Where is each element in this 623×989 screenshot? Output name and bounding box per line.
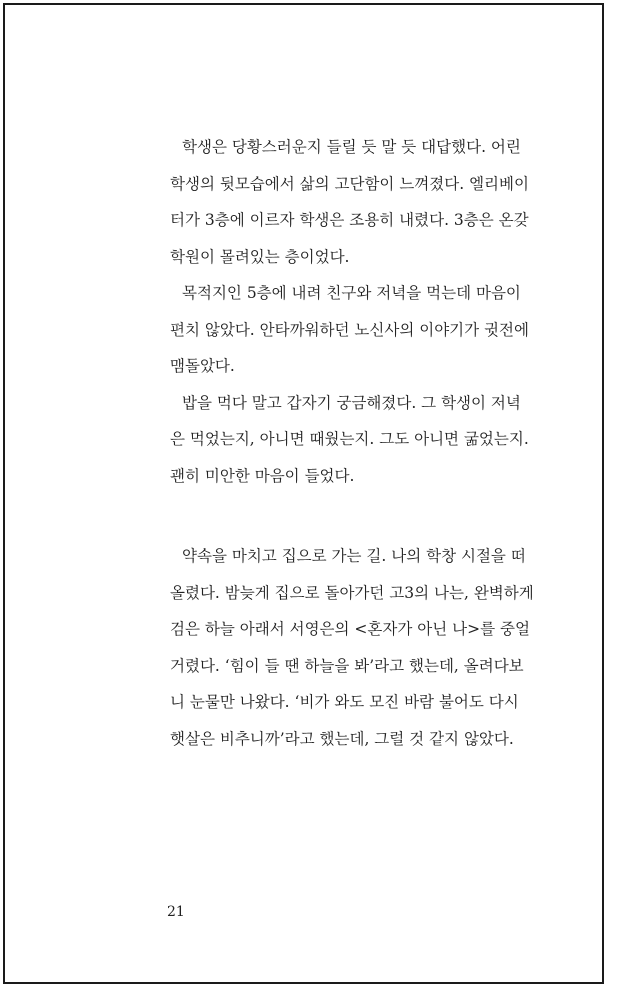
text-line: 맴돌았다.: [170, 357, 235, 375]
text-line: 학생의 뒷모습에서 삶의 고단함이 느껴졌다. 엘리베이: [170, 174, 529, 193]
paragraph-4: [170, 538, 552, 757]
body-text: [170, 129, 552, 757]
text-line: 터가 3층에 이르자 학생은 조용히 내렸다. 3층은 온갖: [170, 211, 529, 229]
text-line: 검은 하늘 아래서 서영은의 <혼자가 아닌 나>를 중얼: [170, 620, 530, 638]
text-line: 괜히 미안한 마음이 들었다.: [170, 466, 355, 485]
text-line: 은 먹었는지, 아니면 때웠는지. 그도 아니면 굶었는지.: [170, 430, 529, 448]
page-number: 21: [167, 904, 185, 920]
text-line: 거렸다. ‘힘이 들 땐 하늘을 봐’라고 했는데, 올려다보: [170, 656, 524, 675]
text-line: 목적지인 5층에 내려 친구와 저녁을 먹는데 마음이: [182, 284, 521, 302]
text-line: 학원이 몰려있는 층이었다.: [170, 247, 350, 266]
text-line: 편치 않았다. 안타까워하던 노신사의 이야기가 귓전에: [170, 320, 529, 339]
text-line: 올렸다. 밤늦게 집으로 돌아가던 고3의 나는, 완벽하게: [170, 583, 534, 602]
text-line: 약속을 마치고 집으로 가는 길. 나의 학창 시절을 떠: [182, 547, 526, 565]
text-line: 학생은 당황스러운지 들릴 듯 말 듯 대답했다. 어린: [182, 138, 521, 156]
text-line: 밥을 먹다 말고 갑자기 궁금해졌다. 그 학생이 저녁: [182, 393, 521, 412]
section-break: [170, 494, 552, 538]
book-page: [3, 3, 604, 984]
paragraph-1: [170, 129, 552, 275]
text-line: 햇살은 비추니까’라고 했는데, 그럴 것 같지 않았다.: [170, 729, 514, 748]
text-line: 니 눈물만 나왔다. ‘비가 와도 모진 바람 불어도 다시: [170, 693, 519, 711]
paragraph-2: [170, 275, 552, 385]
paragraph-3: [170, 385, 552, 495]
